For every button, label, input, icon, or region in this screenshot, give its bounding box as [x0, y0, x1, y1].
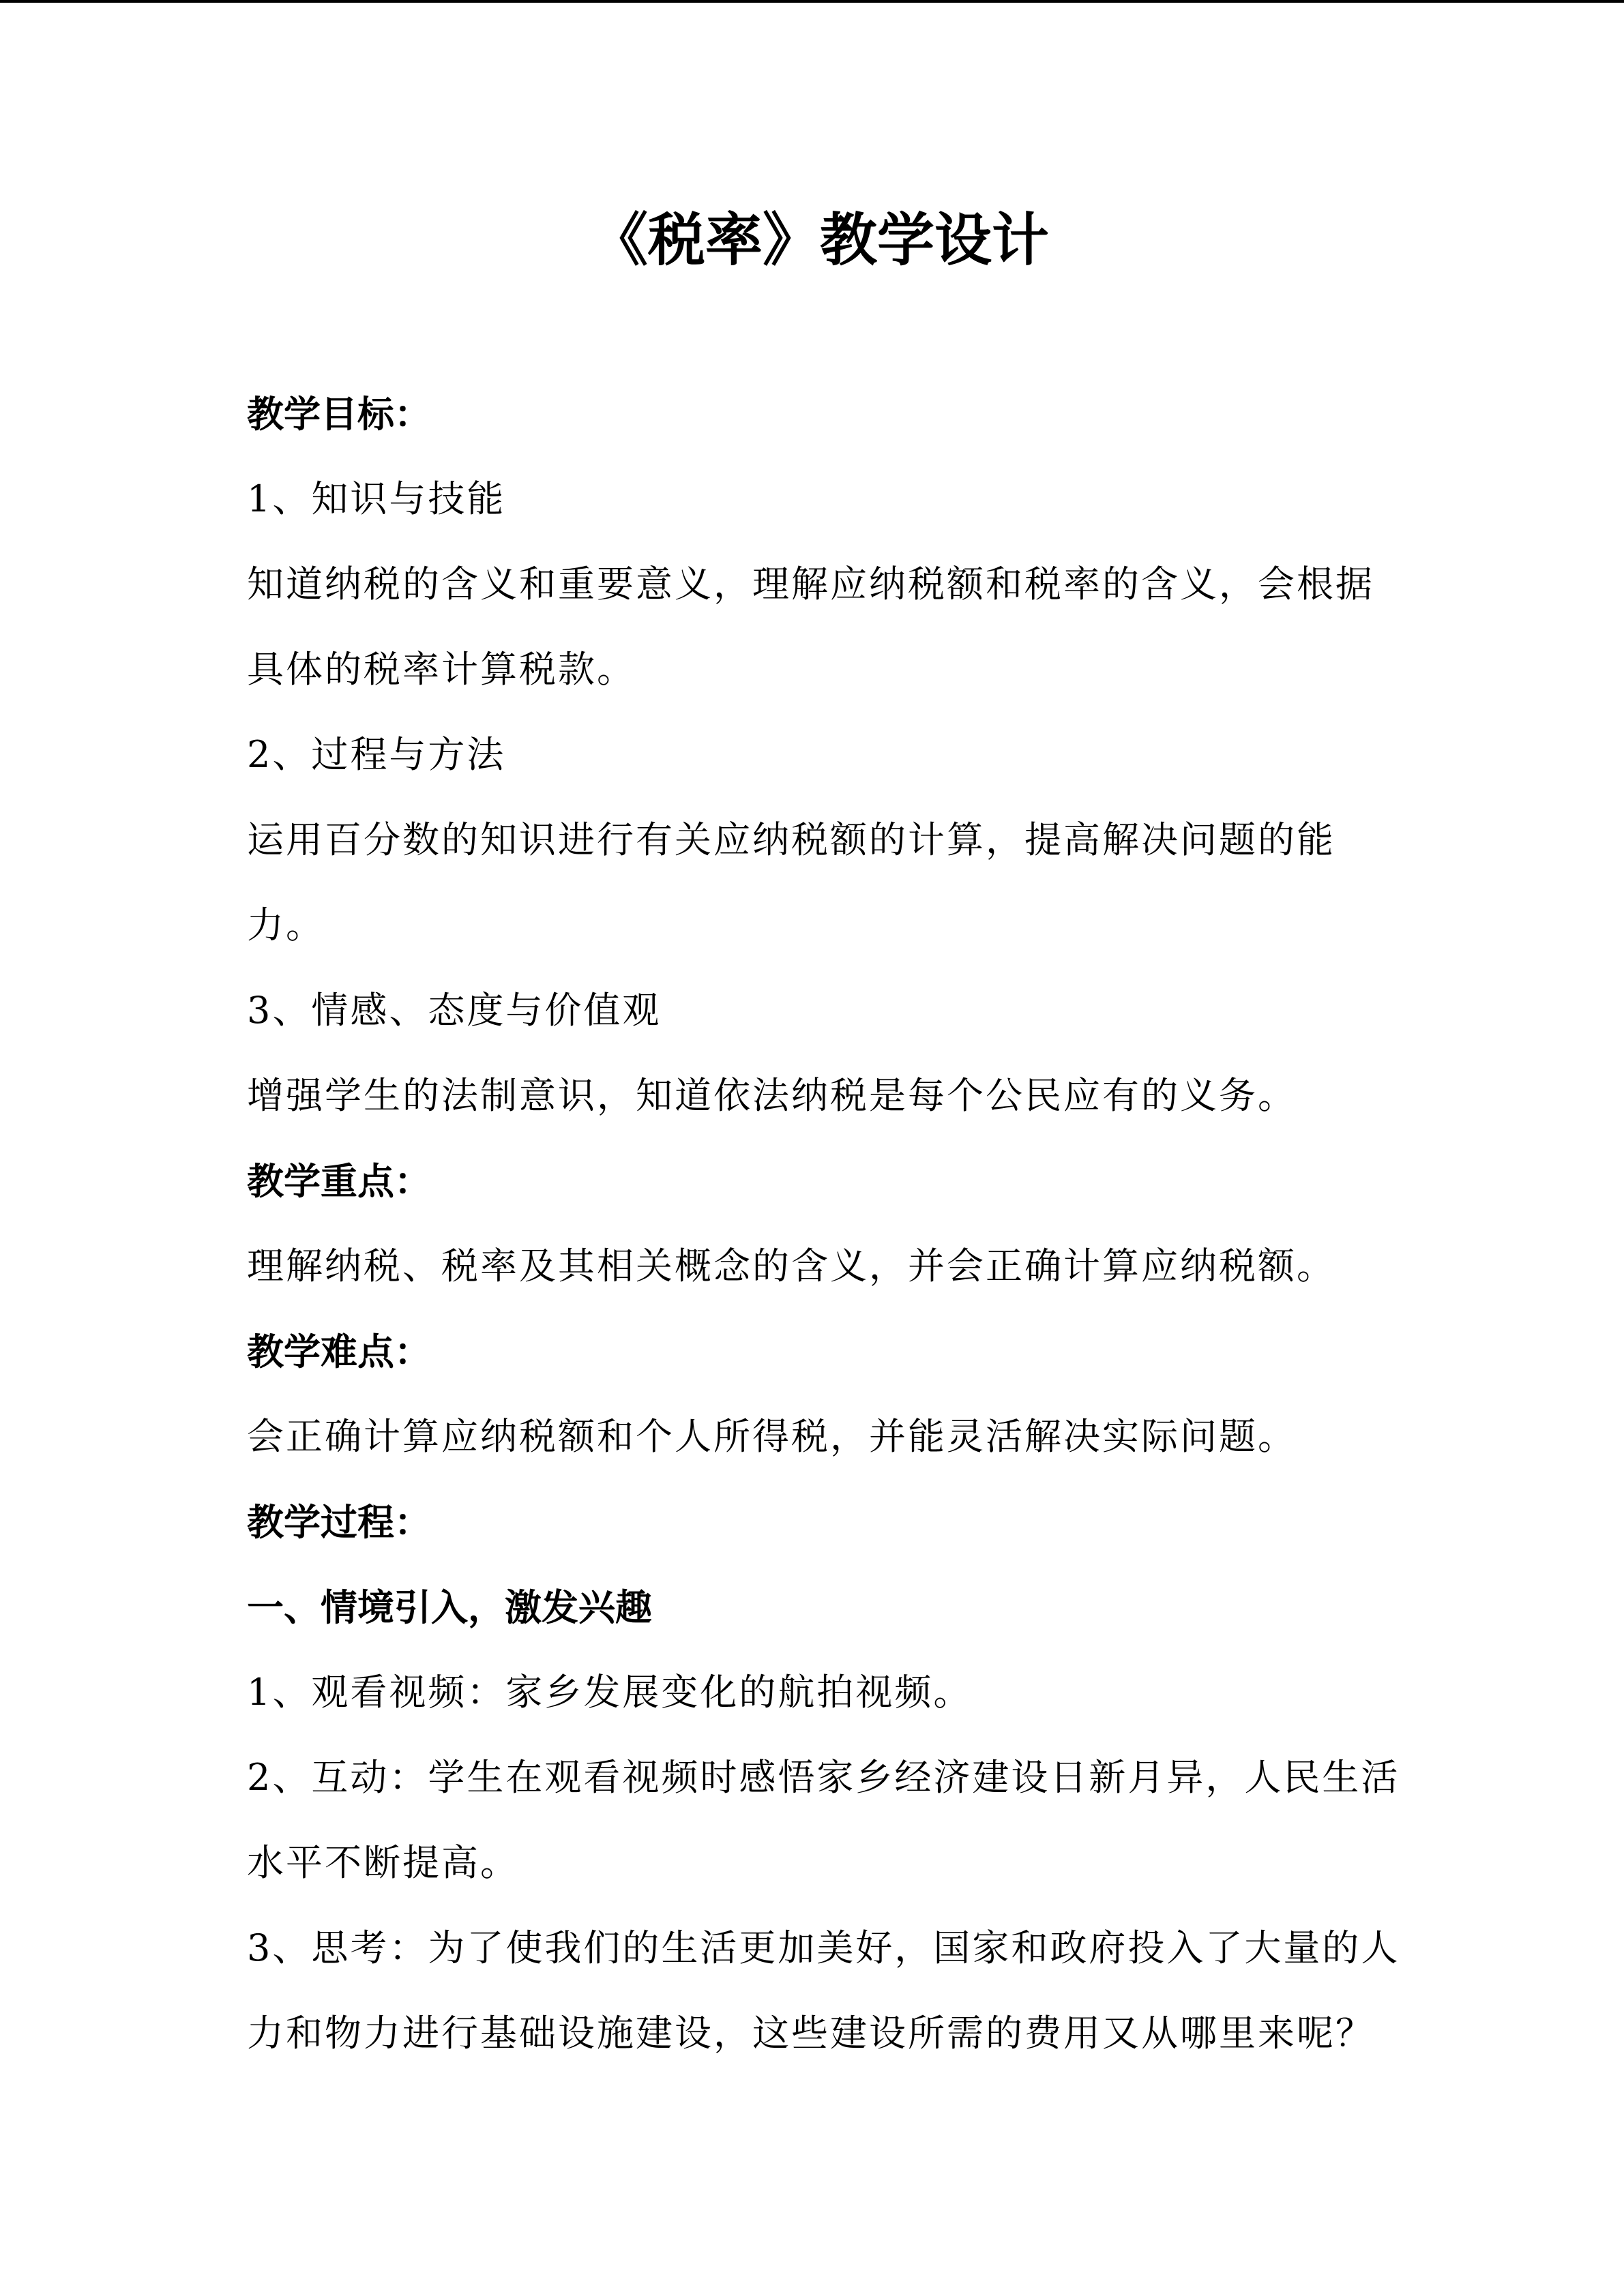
- process-step-3-line-2: 力和物力进行基础设施建设，这些建设所需的费用又从哪里来呢？: [247, 2012, 1374, 2055]
- document-title: 《税率》教学设计: [590, 206, 1049, 273]
- heading-difficulties: 教学难点：: [247, 1330, 431, 1373]
- section-1-heading: 一、情境引入，激发兴趣: [247, 1585, 652, 1629]
- objective-3-text: 增强学生的法制意识，知道依法纳税是每个公民应有的义务。: [247, 1074, 1297, 1117]
- objective-1-text-line-2: 具体的税率计算税款。: [247, 648, 636, 691]
- heading-key-points: 教学重点：: [247, 1159, 431, 1203]
- objective-3-heading: 3、情感、态度与价值观: [247, 989, 662, 1032]
- heading-teaching-process: 教学过程：: [247, 1500, 431, 1544]
- process-step-2-line-1: 2、互动：学生在观看视频时感悟家乡经济建设日新月异，人民生活: [247, 1756, 1400, 1799]
- objective-2-text-line-2: 力。: [247, 904, 325, 946]
- page-top-border: [0, 0, 1624, 3]
- heading-teaching-objectives: 教学目标：: [247, 392, 431, 436]
- objective-2-heading: 2、过程与方法: [247, 733, 506, 776]
- objective-1-heading: 1、知识与技能: [247, 477, 506, 520]
- difficulties-text: 会正确计算应纳税额和个人所得税，并能灵活解决实际问题。: [247, 1415, 1297, 1458]
- process-step-3-line-1: 3、思考：为了使我们的生活更加美好，国家和政府投入了大量的人: [247, 1926, 1400, 1969]
- process-step-2-line-2: 水平不断提高。: [247, 1841, 519, 1884]
- process-step-1: 1、观看视频：家乡发展变化的航拍视频。: [247, 1671, 973, 1714]
- key-points-text: 理解纳税、税率及其相关概念的含义，并会正确计算应纳税额。: [247, 1244, 1335, 1287]
- objective-2-text-line-1: 运用百分数的知识进行有关应纳税额的计算，提高解决问题的能: [247, 818, 1335, 861]
- objective-1-text-line-1: 知道纳税的含义和重要意义，理解应纳税额和税率的含义，会根据: [247, 563, 1374, 606]
